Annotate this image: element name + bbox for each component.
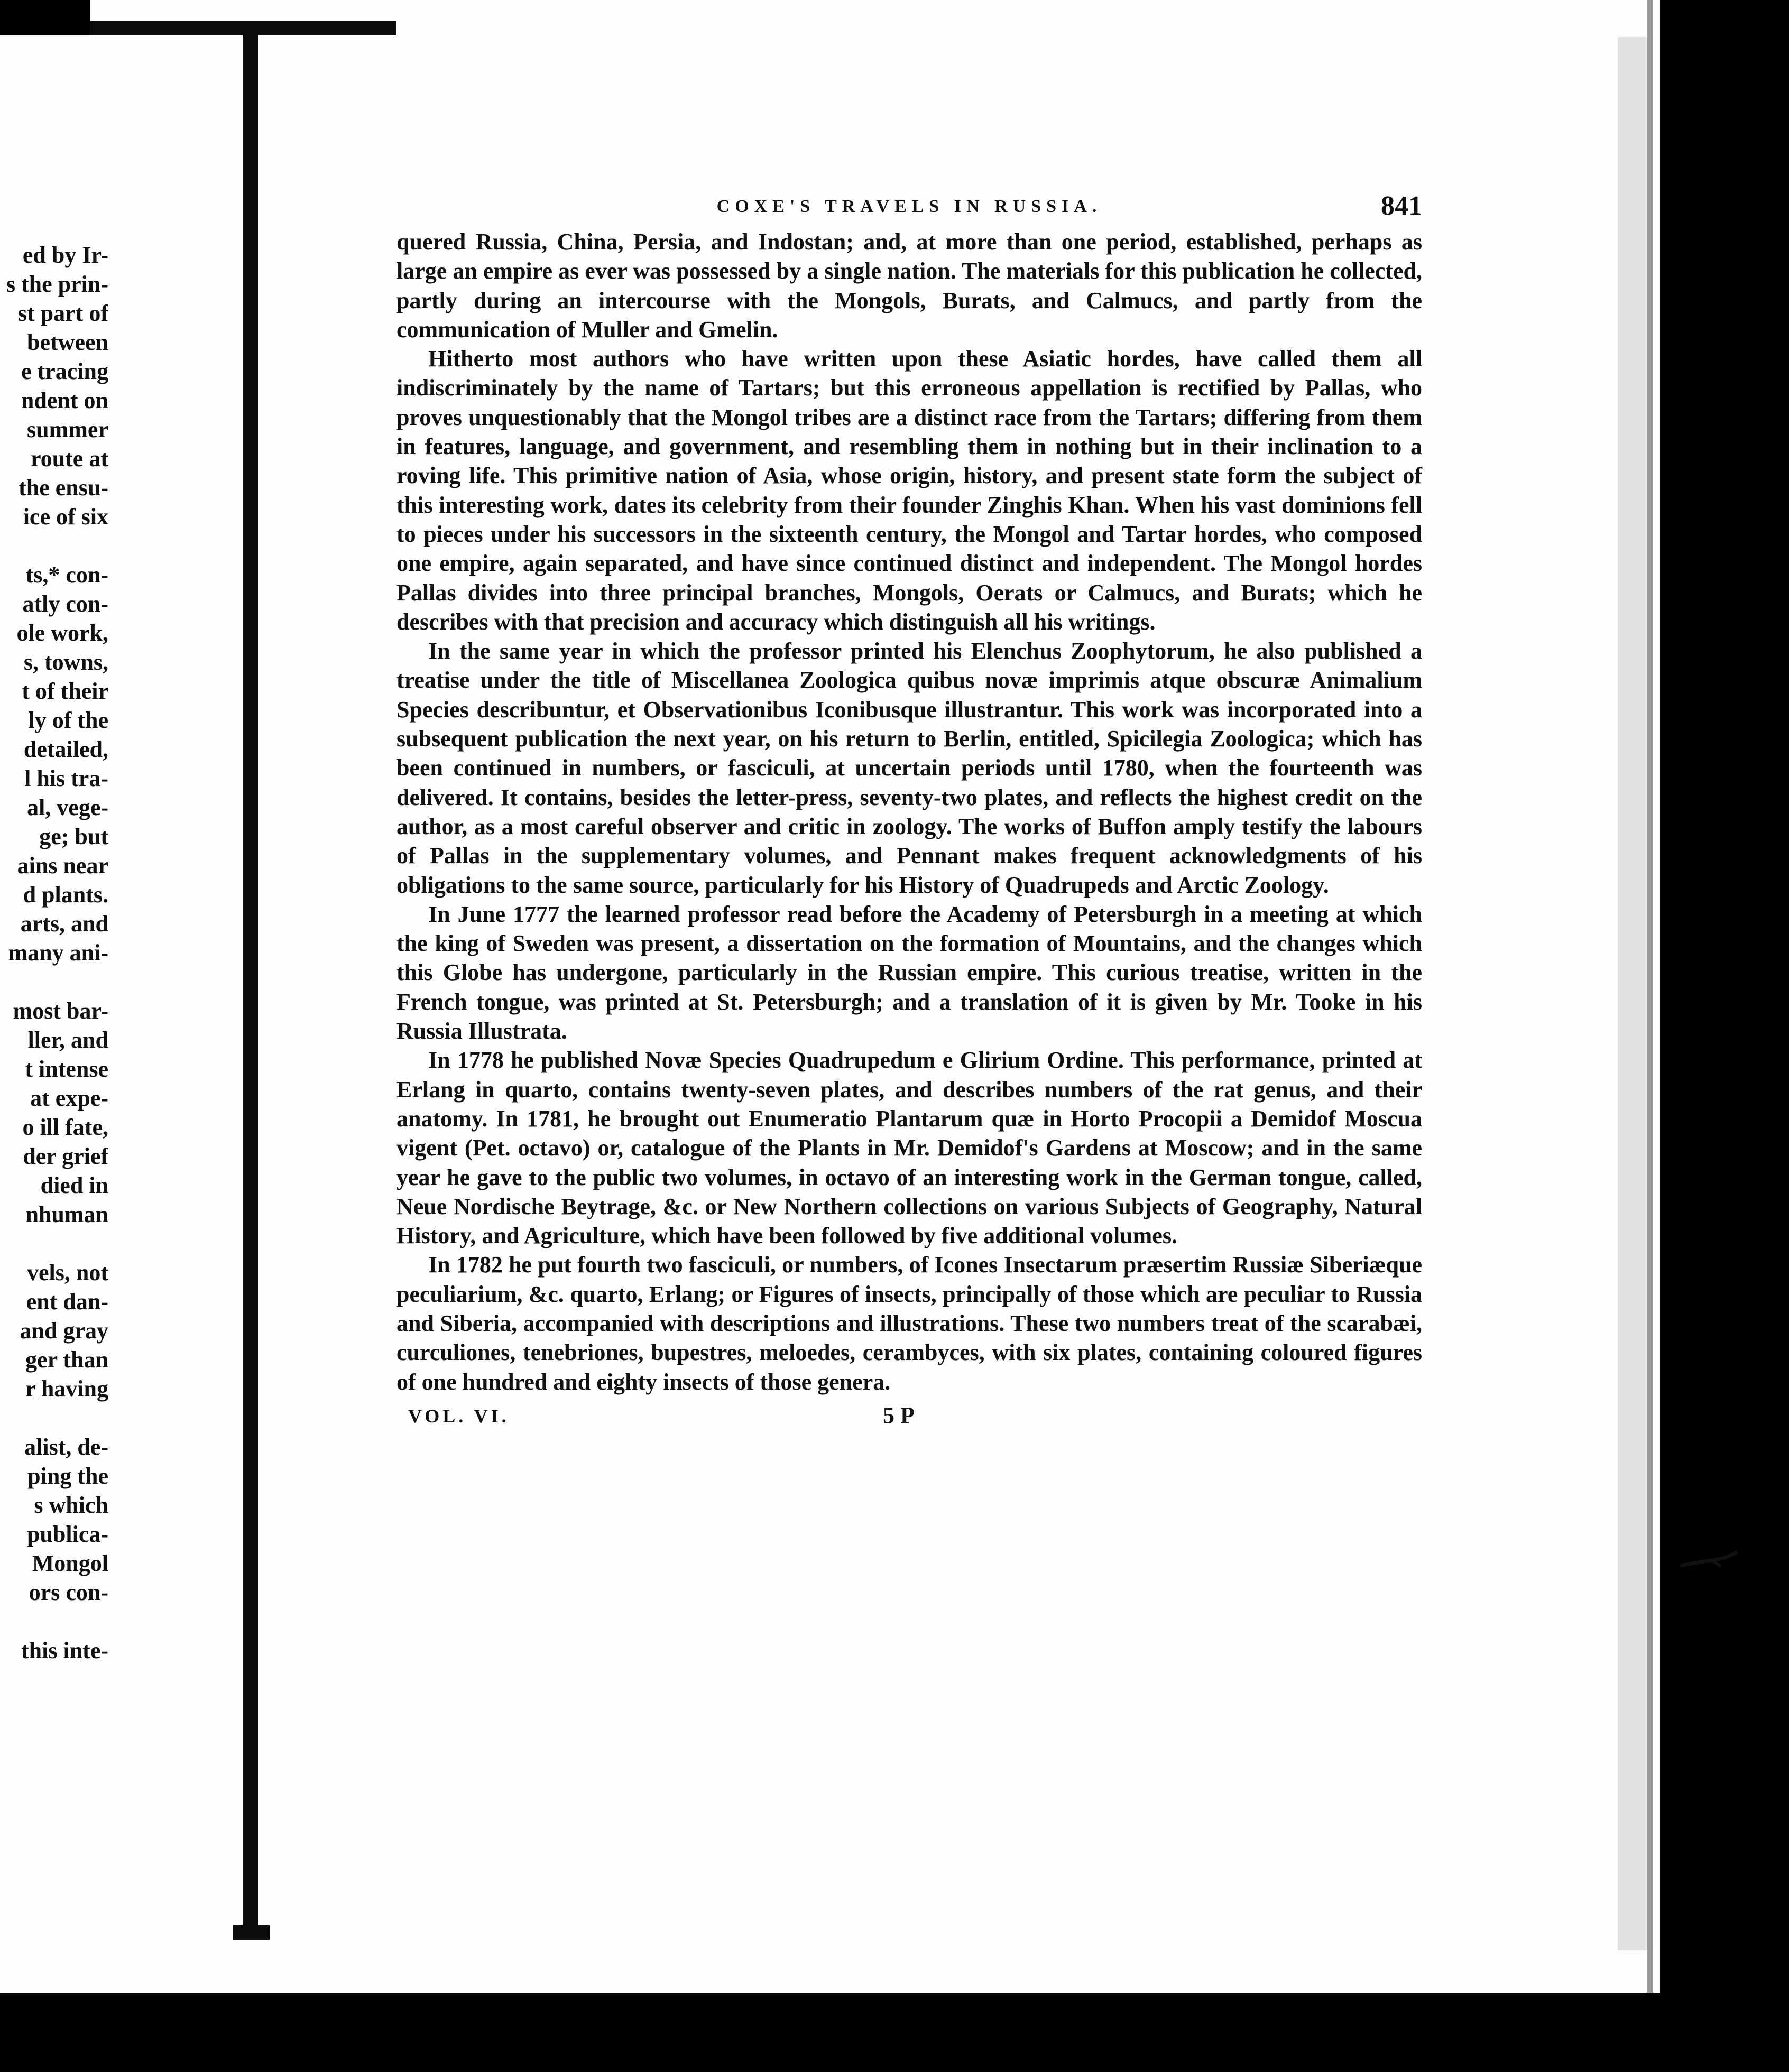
previous-page-line: d plants.: [23, 882, 108, 908]
previous-page-line: route at: [30, 446, 108, 471]
previous-page-line: l his tra-: [24, 765, 108, 791]
stray-ink-mark-icon: [1680, 1544, 1738, 1576]
previous-page-line: vels, not: [27, 1260, 108, 1285]
previous-page-line: arts, and: [20, 911, 108, 937]
previous-page-line: at expe-: [30, 1085, 108, 1111]
previous-page-line: s the prin-: [6, 271, 108, 297]
paragraph: In 1778 he published Novæ Species Quadrupedum e Glirium Ordine. This performance, printed at Erlang in quarto, contains twenty-seven plates, and describes numbers of the rat genus, and their anatomy. In 1781, he brought out Enumeratio Plantarum quæ in Horto Procopii a Demidof Moscua vigent (Pet. octavo) or, catalogue of the Plants in Mr. Demidof's Gardens at Moscow; and in the same year he gave to the public two volumes, in octavo of an interesting work in the German tongue, called, Neue Nordische Beytrage, &c. or New Northern collections on various Subjects of Geography, Natural History, and Agriculture, which have been followed by five additional volumes.: [396, 1047, 1422, 1249]
previous-page-line: s, towns,: [23, 649, 108, 675]
previous-page-line: ller, and: [27, 1027, 108, 1053]
previous-page-line: ndent on: [21, 387, 108, 413]
previous-page-line: [0, 531, 108, 560]
previous-page-line: between: [27, 329, 108, 355]
previous-page-line: ice of six: [23, 504, 108, 530]
paragraph: Hitherto most authors who have written upon these Asiatic hordes, have called them all indiscriminately by the name of Tartars; but this erroneous appellation is rectified by Pallas, who proves unquestionably that the Mongol tribes are a distinct race from the Tartars; differing from them in features, language, and government, and resembling them in nothing but in their inclination to a roving life. This primitive nation of Asia, whose origin, history, and present state form the subject of this interesting work, dates its celebrity from their founder Zinghis Khan. When his vast dominions fell to pieces under his successors in the sixteenth century, the Mongol and Tartar hordes, who composed one empire, again separated, and have since continued distinct and independent. The Mongol hordes Pallas divides into three principal branches, Mongols, Oerats or Calmucs, and Burats; which he describes with that precision and accuracy which distinguish all his writings.: [396, 346, 1422, 635]
paragraph: quered Russia, China, Persia, and Indostan; and, at more than one period, established, perhaps as large an empire as ever was possessed by a single nation. The materials for this publication he collected, partly during an intercourse with the Mongols, Burats, and Calmucs, and partly from the communication of Muller and Gmelin.: [396, 229, 1422, 343]
previous-page-line: t of their: [22, 678, 108, 704]
previous-page-line: Mongol: [32, 1550, 108, 1576]
previous-page-line: [0, 1229, 108, 1258]
previous-page-line: this inte-: [21, 1638, 108, 1663]
signature-mark: 5 P: [883, 1402, 915, 1428]
previous-page-line: der grief: [23, 1143, 108, 1169]
previous-page-line: al, vege-: [27, 794, 108, 820]
previous-page-line: e tracing: [21, 358, 108, 384]
previous-page-line: ent dan-: [26, 1289, 108, 1315]
previous-page-line: nhuman: [25, 1201, 108, 1227]
previous-page-line: atly con-: [22, 591, 108, 617]
binding-strip: [243, 21, 258, 1940]
page-edge-line: [1647, 0, 1653, 1993]
previous-page-line: detailed,: [23, 736, 108, 762]
page-edge-shadow: [1618, 37, 1647, 1950]
previous-page-line: and gray: [20, 1318, 108, 1344]
previous-page-line: st part of: [17, 300, 108, 326]
previous-page-line: s which: [34, 1492, 108, 1518]
running-head: [396, 190, 1422, 227]
previous-page-line: ping the: [27, 1463, 108, 1489]
previous-page-line: died in: [40, 1172, 108, 1198]
page-body: [396, 227, 1422, 1396]
previous-page-line: ole work,: [16, 620, 108, 646]
page-footer: [396, 1402, 1422, 1437]
previous-page-line: t intense: [25, 1056, 108, 1082]
page-number: 841: [1381, 191, 1422, 221]
volume-number: VOL. VI.: [408, 1405, 510, 1427]
previous-page-line: [0, 1403, 108, 1432]
running-head-title: COXE'S TRAVELS IN RUSSIA.: [716, 197, 1102, 216]
previous-page-line: ors con-: [29, 1579, 108, 1605]
previous-page-line: summer: [27, 417, 108, 442]
paragraph: In June 1777 the learned professor read before the Academy of Petersburgh in a meeting at which the king of Sweden was present, a dissertation on the formation of Mountains, and the changes which this Globe has undergone, particularly in the Russian empire. This curious treatise, written in the French tongue, was printed at St. Petersburgh; and a translation of it is given by Mr. Tooke in his Russia Illustrata.: [396, 901, 1422, 1044]
previous-page-fragment: [0, 240, 108, 1665]
previous-page-line: the ensu-: [19, 475, 108, 501]
scan-border: [0, 0, 90, 35]
previous-page-line: ge; but: [39, 824, 108, 849]
previous-page-line: most bar-: [13, 998, 108, 1024]
previous-page-line: ger than: [25, 1347, 108, 1373]
previous-page-line: ly of the: [28, 707, 108, 733]
previous-page-line: ains near: [17, 853, 108, 878]
previous-page-line: o ill fate,: [22, 1114, 108, 1140]
paragraph: In the same year in which the professor printed his Elenchus Zoophytorum, he also published a treatise under the title of Miscellanea Zoologica quibus novæ imprimis atque obscuræ Animalium Species describuntur, et Observationibus Iconibusque illustrantur. This work was incorporated into a subsequent publication the next year, on his return to Berlin, entitled, Spicilegia Zoologica; which has been continued in numbers, or fasciculi, at uncertain periods until 1780, when the fourteenth was delivered. It contains, besides the letter-press, seventy-two plates, and reflects the highest credit on the author, as a most careful observer and critic in zoology. The works of Buffon amply testify the labours of Pallas in the supplementary volumes, and Pennant makes frequent acknowledgments of his obligations to the same source, particularly for his History of Quadrupeds and Arctic Zoology.: [396, 638, 1422, 898]
paragraph: In 1782 he put fourth two fasciculi, or numbers, of Icones Insectarum præsertim Russiæ Siberiæque peculiarium, &c. quarto, Erlang; or Figures of insects, principally of those which are peculiar to Russia and Siberia, accompanied with descriptions and illustrations. These two numbers treat of the scarabæi, curculiones, tenebriones, bupestres, meloedes, cerambyces, with six plates, containing coloured figures of one hundred and eighty insects of those genera.: [396, 1252, 1422, 1395]
previous-page-line: r having: [25, 1376, 108, 1402]
previous-page-line: ts,* con-: [25, 562, 108, 588]
previous-page-line: [0, 967, 108, 996]
binding-strip-bottom: [233, 1925, 270, 1940]
previous-page-line: many ani-: [8, 940, 108, 966]
previous-page-line: publica-: [26, 1521, 108, 1547]
previous-page-line: [0, 1607, 108, 1636]
book-page: [396, 190, 1422, 1437]
previous-page-line: alist, de-: [24, 1434, 108, 1460]
previous-page-line: ed by Ir-: [22, 242, 108, 268]
